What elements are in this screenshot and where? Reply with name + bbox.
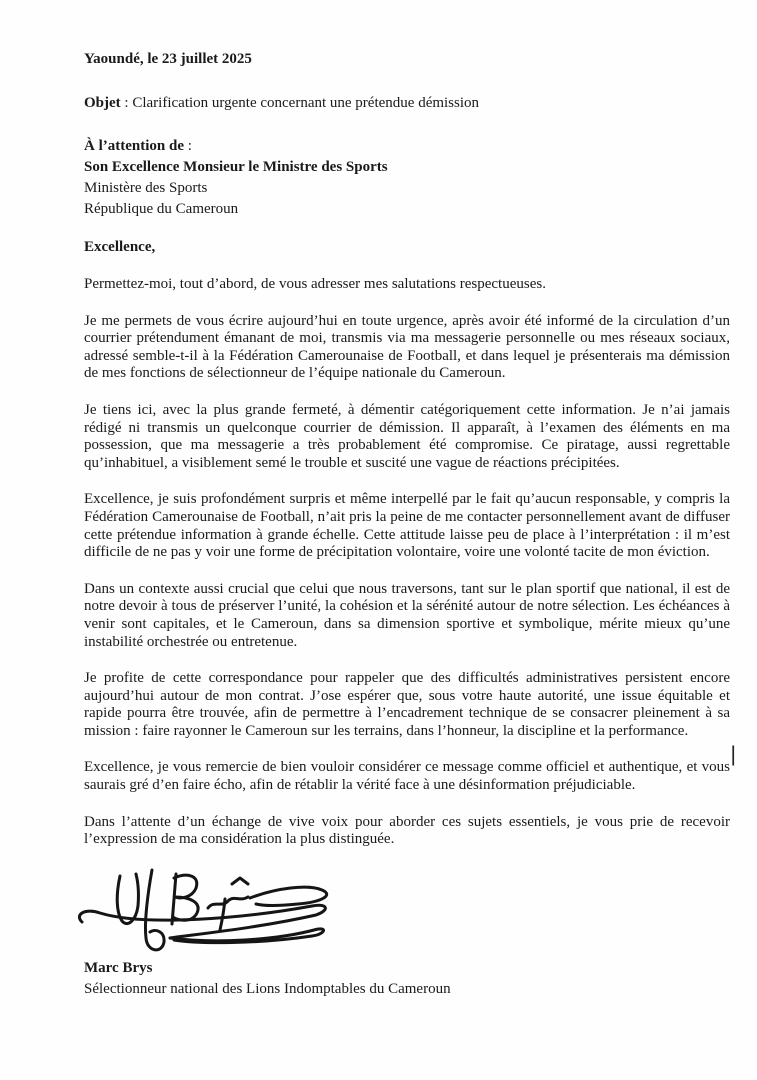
paragraph-greeting: Permettez-moi, tout d’abord, de vous adresser mes salutations respectueuses. <box>84 276 546 292</box>
paragraph-closing: Dans l’attente d’un échange de vive voix pour aborder ces sujets essentiels, je vous prie de recevoir l’expression de ma considération la plus distinguée. <box>84 813 730 848</box>
attention-separator: : <box>184 138 192 154</box>
recipient-country: République du Cameroun <box>84 201 239 217</box>
recipient-org: Ministère des Sports <box>84 180 208 196</box>
signer-name: Marc Brys <box>84 959 153 976</box>
paragraph-surprise: Excellence, je suis profondément surpris et même interpellé par le fait qu’aucun responsable, y compris la Fédération Camerounaise de Football, n’ait pris la peine de me contacter personnellement avant de diffuser cette prétendue information à grande échelle. Cette attitude laisse peu de place à l’interprétation : il m’est difficile de ne pas y voir une forme de précipitation volontaire, voire une volonté tacite de mon éviction. <box>84 491 730 561</box>
subject-line <box>84 94 730 112</box>
paragraph-unity: Dans un contexte aussi crucial que celui que nous traversons, tant sur le plan sportif que national, il est de notre devoir à tous de préserver l’unité, la cohésion et la sérénité autour de notre sélection. Les échéances à venir sont capitales, et le Cameroun, dans sa dimension sportive et symbolique, mérite mieux qu’une instabilité orchestrée ou entretenue. <box>84 580 730 650</box>
subject-separator: : <box>120 95 133 111</box>
letter-date: Yaoundé, le 23 juillet 2025 <box>84 51 252 67</box>
subject-text: Clarification urgente concernant une prétendue démission <box>132 95 480 111</box>
attention-line <box>84 136 730 157</box>
text-cursor-artifact: | <box>730 743 736 766</box>
subject-label: Objet <box>84 95 121 111</box>
paragraph-denial: Je tiens ici, avec la plus grande fermeté, à démentir catégoriquement cette information. Je n’ai jamais rédigé ni transmis un quelconque courrier de démission. Il apparaît, à l’examen des éléments en ma possession, que ma messagerie a très probablement été compromise. Ce piratage, aussi regrettable qu’inhabituel, a visiblement semé le trouble et suscité une vague de réactions précipitées. <box>84 401 730 471</box>
signer-role: Sélectionneur national des Lions Indomptables du Cameroun <box>84 980 451 997</box>
salutation: Excellence, <box>84 239 156 255</box>
recipient-title: Son Excellence Monsieur le Ministre des Sports <box>84 159 388 175</box>
recipient-block <box>84 136 730 220</box>
attention-label: À l’attention de <box>84 138 184 154</box>
paragraph-official: Excellence, je vous remercie de bien vouloir considérer ce message comme officiel et authentique, et vous saurais gré d’en faire écho, afin de rétablir la vérité face à une désinformation préjudiciable. <box>84 759 730 794</box>
paragraph-context: Je me permets de vous écrire aujourd’hui en toute urgence, après avoir été informé de la circulation d’un courrier prétendument émanant de moi, transmis via ma messagerie personnelle ou mes réseaux sociaux, adressé semble-t-il à la Fédération Camerounaise de Football, et dans lequel je présenterais ma démission de mes fonctions de sélectionneur de l’équipe nationale du Cameroun. <box>84 312 730 382</box>
handwritten-signature-image <box>76 866 338 954</box>
paragraph-contract: Je profite de cette correspondance pour rappeler que des difficultés administratives persistent encore aujourd’hui autour de mon contrat. J’ose espérer que, sous votre haute autorité, une issue équitable et rapide pourra être trouvée, afin de permettre à l’encadrement technique de se consacrer pleinement à sa mission : faire rayonner le Cameroun sur les terrains, dans l’honneur, la discipline et la performance. <box>84 670 730 739</box>
